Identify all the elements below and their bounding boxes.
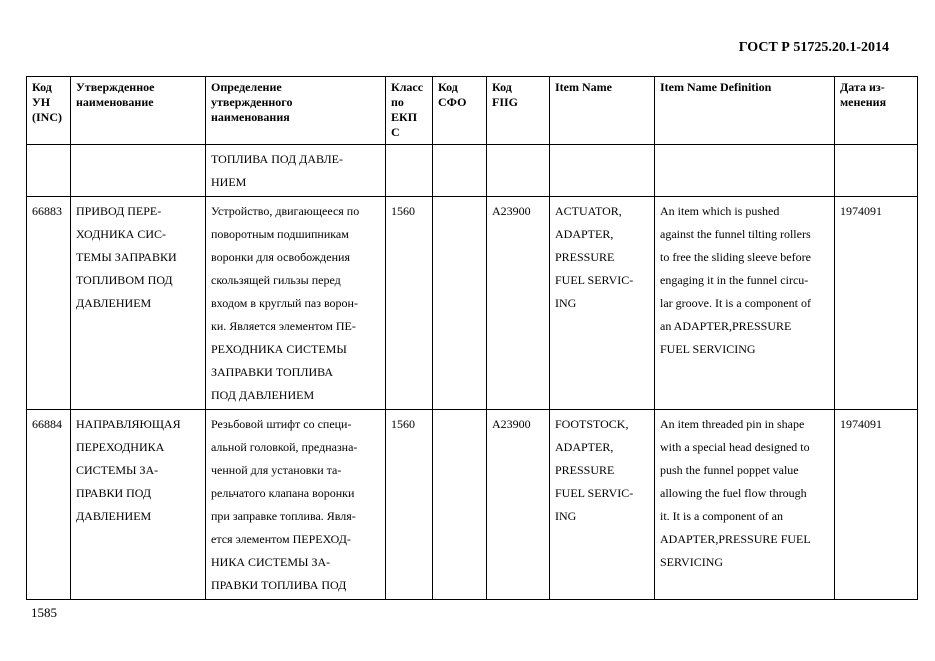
page-number: 1585 xyxy=(31,605,57,620)
header-line: Класс xyxy=(391,80,424,94)
col-class-cell xyxy=(386,145,433,197)
cell-line: Резьбовой штифт со специ- xyxy=(211,417,352,431)
col-fiig-code-header xyxy=(487,77,550,145)
cell-line: ется элементом ПЕРЕХОД- xyxy=(211,532,351,546)
header-line: наименование xyxy=(76,95,154,109)
col-definition-cell xyxy=(206,145,386,197)
header-line: Код xyxy=(492,80,512,94)
cell-line: ADAPTER, xyxy=(555,227,614,241)
cell-line: ДАВЛЕНИЕМ xyxy=(76,509,152,523)
cell-line: ТОПЛИВОМ ПОД xyxy=(76,273,173,287)
cell-line: НИЕМ xyxy=(211,175,247,189)
col-inc-code-header xyxy=(27,77,71,145)
col-item-name-header xyxy=(550,77,655,145)
col-sfo-code-cell xyxy=(433,197,487,410)
cell-line: ПРАВКИ ПОД xyxy=(76,486,152,500)
header-line: FIIG xyxy=(492,95,519,109)
col-class-cell: 1560 xyxy=(386,410,433,600)
cell-line: НИКА СИСТЕМЫ ЗА- xyxy=(211,555,331,569)
col-definition-cell xyxy=(206,197,386,410)
cell-line: lar groove. It is a component of xyxy=(660,296,811,310)
cell-line: An item threaded pin in shape xyxy=(660,417,805,431)
cell-line: ХОДНИКА СИС- xyxy=(76,227,166,241)
col-approved-name-cell xyxy=(71,410,206,600)
cell-line: скользящей гильзы перед xyxy=(211,273,341,287)
col-definition-header xyxy=(206,77,386,145)
col-sfo-code-cell xyxy=(433,410,487,600)
cell-line: with a special head designed to xyxy=(660,440,810,454)
col-item-name-cell xyxy=(550,410,655,600)
col-inc-code-cell xyxy=(27,145,71,197)
header-line: наименования xyxy=(211,110,290,124)
cell-line: СИСТЕМЫ ЗА- xyxy=(76,463,159,477)
col-approved-name-cell xyxy=(71,145,206,197)
col-sfo-code-cell xyxy=(433,145,487,197)
cell-line: ПРАВКИ ТОПЛИВА ПОД xyxy=(211,578,347,592)
cell-line: поворотным подшипникам xyxy=(211,227,349,241)
cell-line: при заправке топлива. Явля- xyxy=(211,509,356,523)
col-sfo-code-header xyxy=(433,77,487,145)
cell-line: ACTUATOR, xyxy=(555,204,622,218)
cell-line: ПОД ДАВЛЕНИЕМ xyxy=(211,388,315,402)
cell-line: ТОПЛИВА ПОД ДАВЛЕ- xyxy=(211,152,344,166)
cell-line: альной головкой, предназна- xyxy=(211,440,358,454)
col-item-name-definition-cell xyxy=(655,410,835,600)
cell-line: РЕХОДНИКА СИСТЕМЫ xyxy=(211,342,347,356)
cell-line: НАПРАВЛЯЮЩАЯ xyxy=(76,417,181,431)
cell-line: ки. Является элементом ПЕ- xyxy=(211,319,356,333)
cell-line: ADAPTER,PRESSURE FUEL xyxy=(660,532,811,546)
cell-line: ING xyxy=(555,296,577,310)
header-line: Дата из- xyxy=(840,80,885,94)
col-inc-code-cell: 66883 xyxy=(27,197,71,410)
header-line: Item Name xyxy=(555,80,612,94)
cell-line: allowing the fuel flow through xyxy=(660,486,807,500)
col-item-name-cell xyxy=(550,145,655,197)
cell-line: ПЕРЕХОДНИКА xyxy=(76,440,165,454)
header-line: менения xyxy=(840,95,887,109)
col-change-date-cell: 1974091 xyxy=(835,197,918,410)
cell-line: push the funnel poppet value xyxy=(660,463,799,477)
cell-line: PRESSURE xyxy=(555,250,615,264)
cell-line: an ADAPTER,PRESSURE xyxy=(660,319,792,333)
cell-line: PRESSURE xyxy=(555,463,615,477)
header-line: Определение xyxy=(211,80,282,94)
cell-line: ПРИВОД ПЕРЕ- xyxy=(76,204,162,218)
table-header-row xyxy=(27,77,918,145)
col-change-date-cell xyxy=(835,145,918,197)
table-row xyxy=(27,410,918,600)
cell-line: Устройство, двигающееся по xyxy=(211,204,360,218)
header-line: Код xyxy=(32,80,52,94)
table-row xyxy=(27,197,918,410)
header-line: Код xyxy=(438,80,458,94)
cell-line: воронки для освобождения xyxy=(211,250,350,264)
standard-header: ГОСТ Р 51725.20.1-2014 xyxy=(738,40,889,55)
header-line: по xyxy=(391,95,404,109)
col-item-name-definition-cell xyxy=(655,145,835,197)
header-line: (INC) xyxy=(32,110,62,124)
table-row xyxy=(27,145,918,197)
header-line: утвержденного xyxy=(211,95,293,109)
cell-line: рельчатого клапана воронки xyxy=(211,486,355,500)
cell-line: it. It is a component of an xyxy=(660,509,783,523)
col-fiig-code-cell: A23900 xyxy=(487,197,550,410)
cell-line: ДАВЛЕНИЕМ xyxy=(76,296,152,310)
col-approved-name-cell xyxy=(71,197,206,410)
header-line: ЕКП xyxy=(391,110,418,124)
col-item-name-definition-header xyxy=(655,77,835,145)
col-item-name-definition-cell xyxy=(655,197,835,410)
cell-line: ADAPTER, xyxy=(555,440,614,454)
cell-line: against the funnel tilting rollers xyxy=(660,227,811,241)
cell-line: FUEL SERVICING xyxy=(660,342,756,356)
cell-line: to free the sliding sleeve before xyxy=(660,250,811,264)
table-body xyxy=(27,145,918,600)
header-line: УН xyxy=(32,95,51,109)
nomenclature-table xyxy=(26,76,918,600)
col-class-header xyxy=(386,77,433,145)
col-fiig-code-cell xyxy=(487,145,550,197)
col-class-cell: 1560 xyxy=(386,197,433,410)
cell-line: ченной для установки та- xyxy=(211,463,342,477)
header-line: С xyxy=(391,125,400,139)
col-change-date-header xyxy=(835,77,918,145)
col-fiig-code-cell: A23900 xyxy=(487,410,550,600)
col-change-date-cell: 1974091 xyxy=(835,410,918,600)
cell-line: FUEL SERVIC- xyxy=(555,486,634,500)
col-inc-code-cell: 66884 xyxy=(27,410,71,600)
cell-line: An item which is pushed xyxy=(660,204,780,218)
cell-line: FUEL SERVIC- xyxy=(555,273,634,287)
cell-line: engaging it in the funnel circu- xyxy=(660,273,809,287)
cell-line: входом в круглый паз ворон- xyxy=(211,296,358,310)
col-approved-name-header xyxy=(71,77,206,145)
cell-line: SERVICING xyxy=(660,555,724,569)
header-line: Item Name Definition xyxy=(660,80,772,94)
col-definition-cell xyxy=(206,410,386,600)
cell-line: ING xyxy=(555,509,577,523)
header-line: Утвержденное xyxy=(76,80,155,94)
col-item-name-cell xyxy=(550,197,655,410)
cell-line: ЗАПРАВКИ ТОПЛИВА xyxy=(211,365,334,379)
cell-line: ТЕМЫ ЗАПРАВКИ xyxy=(76,250,177,264)
header-line: СФО xyxy=(438,95,467,109)
cell-line: FOOTSTOCK, xyxy=(555,417,629,431)
